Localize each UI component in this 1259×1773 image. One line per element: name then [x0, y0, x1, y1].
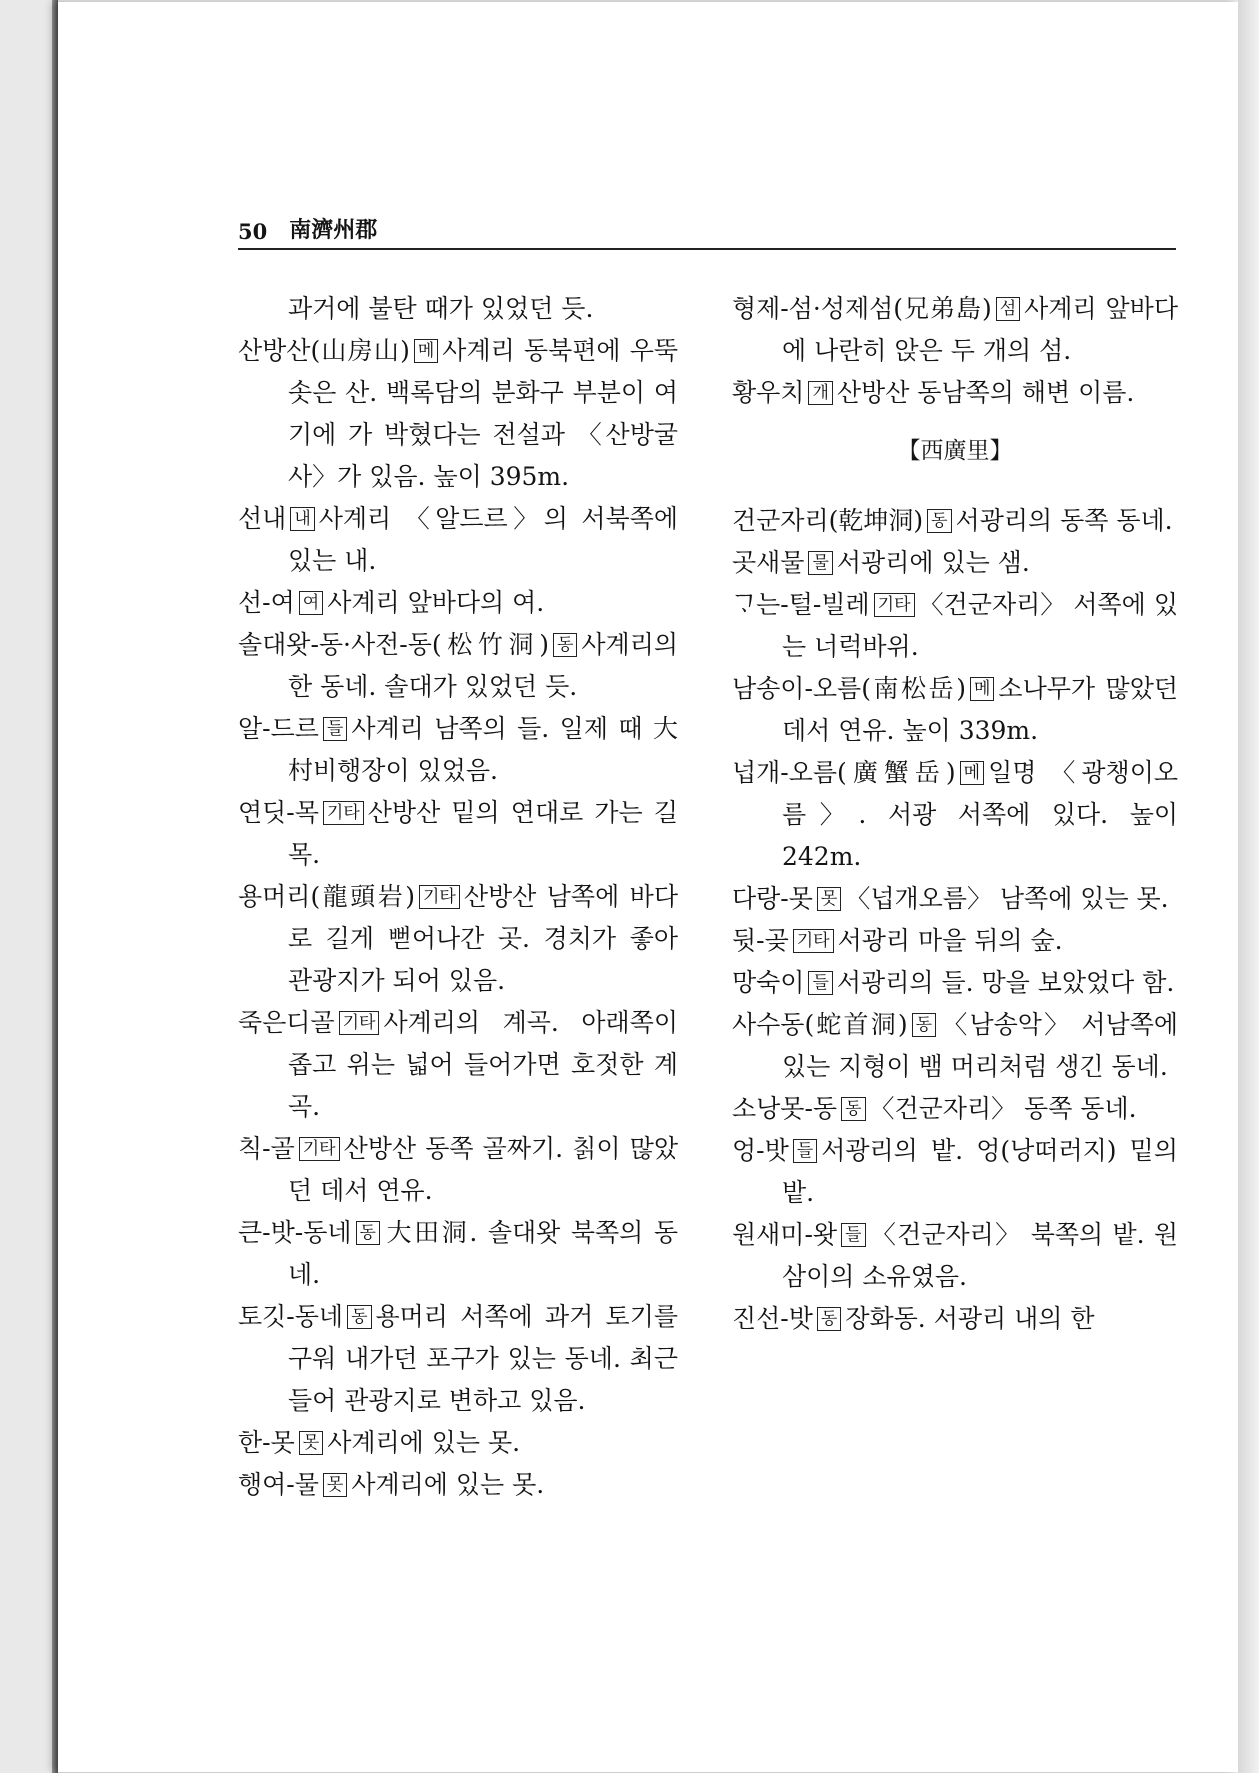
dictionary-entry — [732, 288, 1178, 372]
entry-headword: 큰-밧-동네 — [238, 1218, 352, 1247]
category-tag: 못 — [817, 887, 841, 911]
dictionary-entry — [238, 498, 678, 582]
dictionary-entry — [238, 582, 678, 624]
entry-definition: 〈남송악〉 서남쪽에 있는 지형이 뱀 머리처럼 생긴 동네. — [782, 1010, 1178, 1081]
category-tag: 개 — [808, 381, 832, 405]
dictionary-entry — [732, 752, 1178, 878]
entry-headword: 선-여 — [238, 588, 295, 617]
entry-definition: 서광리의 동쪽 동네. — [955, 506, 1173, 535]
category-tag: 기타 — [299, 1137, 340, 1161]
dictionary-entry — [238, 330, 678, 498]
entry-definition: 사계리의 계곡. 아래쪽이 좁고 위는 넓어 들어가면 호젓한 계곡. — [288, 1008, 678, 1121]
dictionary-entry — [732, 962, 1178, 1004]
entry-definition: 〈건군자리〉 서쪽에 있는 너럭바위. — [782, 590, 1178, 661]
entry-headword: 뒷-곶 — [732, 926, 789, 955]
entry-definition: 사계리 앞바다에 나란히 앉은 두 개의 섬. — [782, 294, 1178, 365]
entry-definition: 사계리 남쪽의 들. 일제 때 大村비행장이 있었음. — [288, 714, 678, 785]
entry-headword: ᄀᆞ는-털-빌레 — [732, 590, 870, 619]
dictionary-entry — [732, 584, 1178, 668]
page-edge — [1238, 0, 1259, 1773]
category-tag: 동 — [553, 633, 577, 657]
entry-headword: 망숙이 — [732, 968, 805, 997]
category-tag: 동 — [927, 509, 951, 533]
category-tag: 동 — [841, 1097, 865, 1121]
dictionary-entry — [238, 1212, 678, 1296]
entry-headword: 산방산(山房山) — [238, 336, 410, 365]
dictionary-entry — [238, 1296, 678, 1422]
entry-headword: 엉-밧 — [732, 1136, 789, 1165]
right-column — [732, 288, 1178, 1340]
dictionary-entry — [732, 1004, 1178, 1088]
dictionary-entry — [732, 668, 1178, 752]
category-tag: 못 — [323, 1473, 347, 1497]
dictionary-entry — [732, 372, 1178, 414]
entry-headword: 남송이-오름(南松岳) — [732, 674, 966, 703]
entry-definition: 산방산 밑의 연대로 가는 길목. — [288, 798, 678, 869]
dictionary-entry — [238, 876, 678, 1002]
page-number: 50 — [238, 219, 268, 244]
category-tag: 동 — [356, 1221, 380, 1245]
entry-definition: 장화동. 서광리 내의 한 — [845, 1304, 1095, 1333]
category-tag: 메 — [414, 339, 438, 363]
dictionary-entry — [238, 1464, 678, 1506]
entry-headword: 진선-밧 — [732, 1304, 813, 1333]
entry-headword: 황우치 — [732, 378, 805, 407]
page-header — [238, 212, 1176, 250]
entry-definition: 사계리 동북편에 우뚝 솟은 산. 백록담의 분화구 부분이 여기에 가 박혔다는 전설과 〈산방굴사〉가 있음. 높이 395m. — [288, 336, 678, 491]
entry-headword: 원새미-왓 — [732, 1220, 838, 1249]
dictionary-entry — [732, 920, 1178, 962]
category-tag: 내 — [290, 507, 314, 531]
category-tag: 들 — [808, 971, 832, 995]
category-tag: 기타 — [793, 929, 834, 953]
right-column-top — [732, 288, 1178, 414]
category-tag: 메 — [960, 761, 984, 785]
entry-definition: 사계리에 있는 못. — [351, 1470, 545, 1499]
dictionary-entry — [238, 792, 678, 876]
entry-definition: 산방산 남쪽에 바다로 길게 뻗어나간 곳. 경치가 좋아 관광지가 되어 있음. — [288, 882, 678, 995]
category-tag: 기타 — [874, 593, 915, 617]
entry-definition: 서광리의 밭. 엉(낭떠러지) 밑의 밭. — [782, 1136, 1178, 1207]
dictionary-entry — [732, 1088, 1178, 1130]
entry-definition: 산방산 동남쪽의 해변 이름. — [836, 378, 1135, 407]
entry-definition: 서광리의 들. 망을 보았었다 함. — [836, 968, 1175, 997]
entry-definition: 사계리에 있는 못. — [327, 1428, 521, 1457]
entry-headword: 용머리(龍頭岩) — [238, 882, 415, 911]
category-tag: 동 — [912, 1013, 936, 1037]
dictionary-entry — [238, 1128, 678, 1212]
dictionary-entry — [238, 708, 678, 792]
category-tag: 기타 — [323, 801, 364, 825]
entry-definition: 일명 〈광챙이오름〉. 서광 서쪽에 있다. 높이 242m. — [782, 758, 1178, 871]
dictionary-entry — [732, 878, 1178, 920]
left-column — [238, 288, 678, 1506]
category-tag: 들 — [323, 717, 347, 741]
entry-definition: 서광리에 있는 샘. — [836, 548, 1030, 577]
entry-definition: 소나무가 많았던 데서 연유. 높이 339m. — [782, 674, 1178, 745]
dictionary-entry — [732, 1130, 1178, 1214]
entry-definition: 〈건군자리〉 북쪽의 밭. 원삼이의 소유였음. — [782, 1220, 1178, 1291]
dictionary-entry — [732, 500, 1178, 542]
category-tag: 물 — [808, 551, 832, 575]
dictionary-entry — [238, 1002, 678, 1128]
category-tag: 동 — [347, 1305, 371, 1329]
entry-headword: 선내 — [238, 504, 287, 533]
entry-definition: 서광리 마을 뒤의 숲. — [837, 926, 1063, 955]
entry-headword: 다랑-못 — [732, 884, 813, 913]
entry-headword: 넙개-오름(廣蟹岳) — [732, 758, 956, 787]
entry-headword: 소낭못-동 — [732, 1094, 838, 1123]
right-column-bottom — [732, 500, 1178, 1340]
entry-headword: 토깃-동네 — [238, 1302, 344, 1331]
category-tag: 들 — [793, 1139, 817, 1163]
entry-headword: 죽은디골 — [238, 1008, 335, 1037]
category-tag: 여 — [299, 591, 323, 615]
entry-definition: 사계리 앞바다의 여. — [327, 588, 545, 617]
category-tag: 들 — [841, 1223, 865, 1247]
dictionary-entry — [238, 288, 678, 330]
dictionary-entry — [238, 624, 678, 708]
entry-headword: 연딧-목 — [238, 798, 319, 827]
dictionary-entry — [732, 1214, 1178, 1298]
category-tag: 메 — [970, 677, 994, 701]
entry-headword: 건군자리(乾坤洞) — [732, 506, 924, 535]
category-tag: 못 — [299, 1431, 323, 1455]
category-tag: 기타 — [419, 885, 460, 909]
entry-definition: 大田洞. 솔대왓 북쪽의 동네. — [288, 1218, 678, 1289]
entry-headword: 솔대왓-동·사전-동(松竹洞) — [238, 630, 549, 659]
running-title: 南濟州郡 — [289, 217, 378, 243]
entry-headword: 알-드르 — [238, 714, 319, 743]
entry-headword: 형제-섬·성제섬(兄弟島) — [732, 294, 992, 323]
entry-headword: 곳새물 — [732, 548, 805, 577]
dictionary-entry — [732, 542, 1178, 584]
category-tag: 섬 — [996, 297, 1020, 321]
entry-definition: 〈넙개오름〉 남쪽에 있는 못. — [845, 884, 1169, 913]
category-tag: 기타 — [339, 1011, 380, 1035]
entry-definition: 사계리 〈알드르〉의 서북쪽에 있는 내. — [288, 504, 678, 575]
entry-headword: 한-못 — [238, 1428, 295, 1457]
entry-definition: 〈건군자리〉 동쪽 동네. — [869, 1094, 1137, 1123]
entry-definition: 용머리 서쪽에 과거 토기를 구워 내가던 포구가 있는 동네. 최근 들어 관광지로 변하고 있음. — [288, 1302, 678, 1415]
entry-headword: 사수동(蛇首洞) — [732, 1010, 908, 1039]
dictionary-entry — [238, 1422, 678, 1464]
entry-headword: 칙-골 — [238, 1134, 295, 1163]
entry-headword: 행여-물 — [238, 1470, 319, 1499]
dictionary-entry — [732, 1298, 1178, 1340]
section-heading: 【西廣里】 — [897, 438, 1013, 464]
entry-definition: 과거에 불탄 때가 있었던 듯. — [288, 294, 594, 323]
entry-definition: 사계리의 한 동네. 솔대가 있었던 듯. — [288, 630, 678, 701]
entry-definition: 산방산 동쪽 골짜기. 칡이 많았던 데서 연유. — [288, 1134, 678, 1205]
category-tag: 동 — [817, 1307, 841, 1331]
